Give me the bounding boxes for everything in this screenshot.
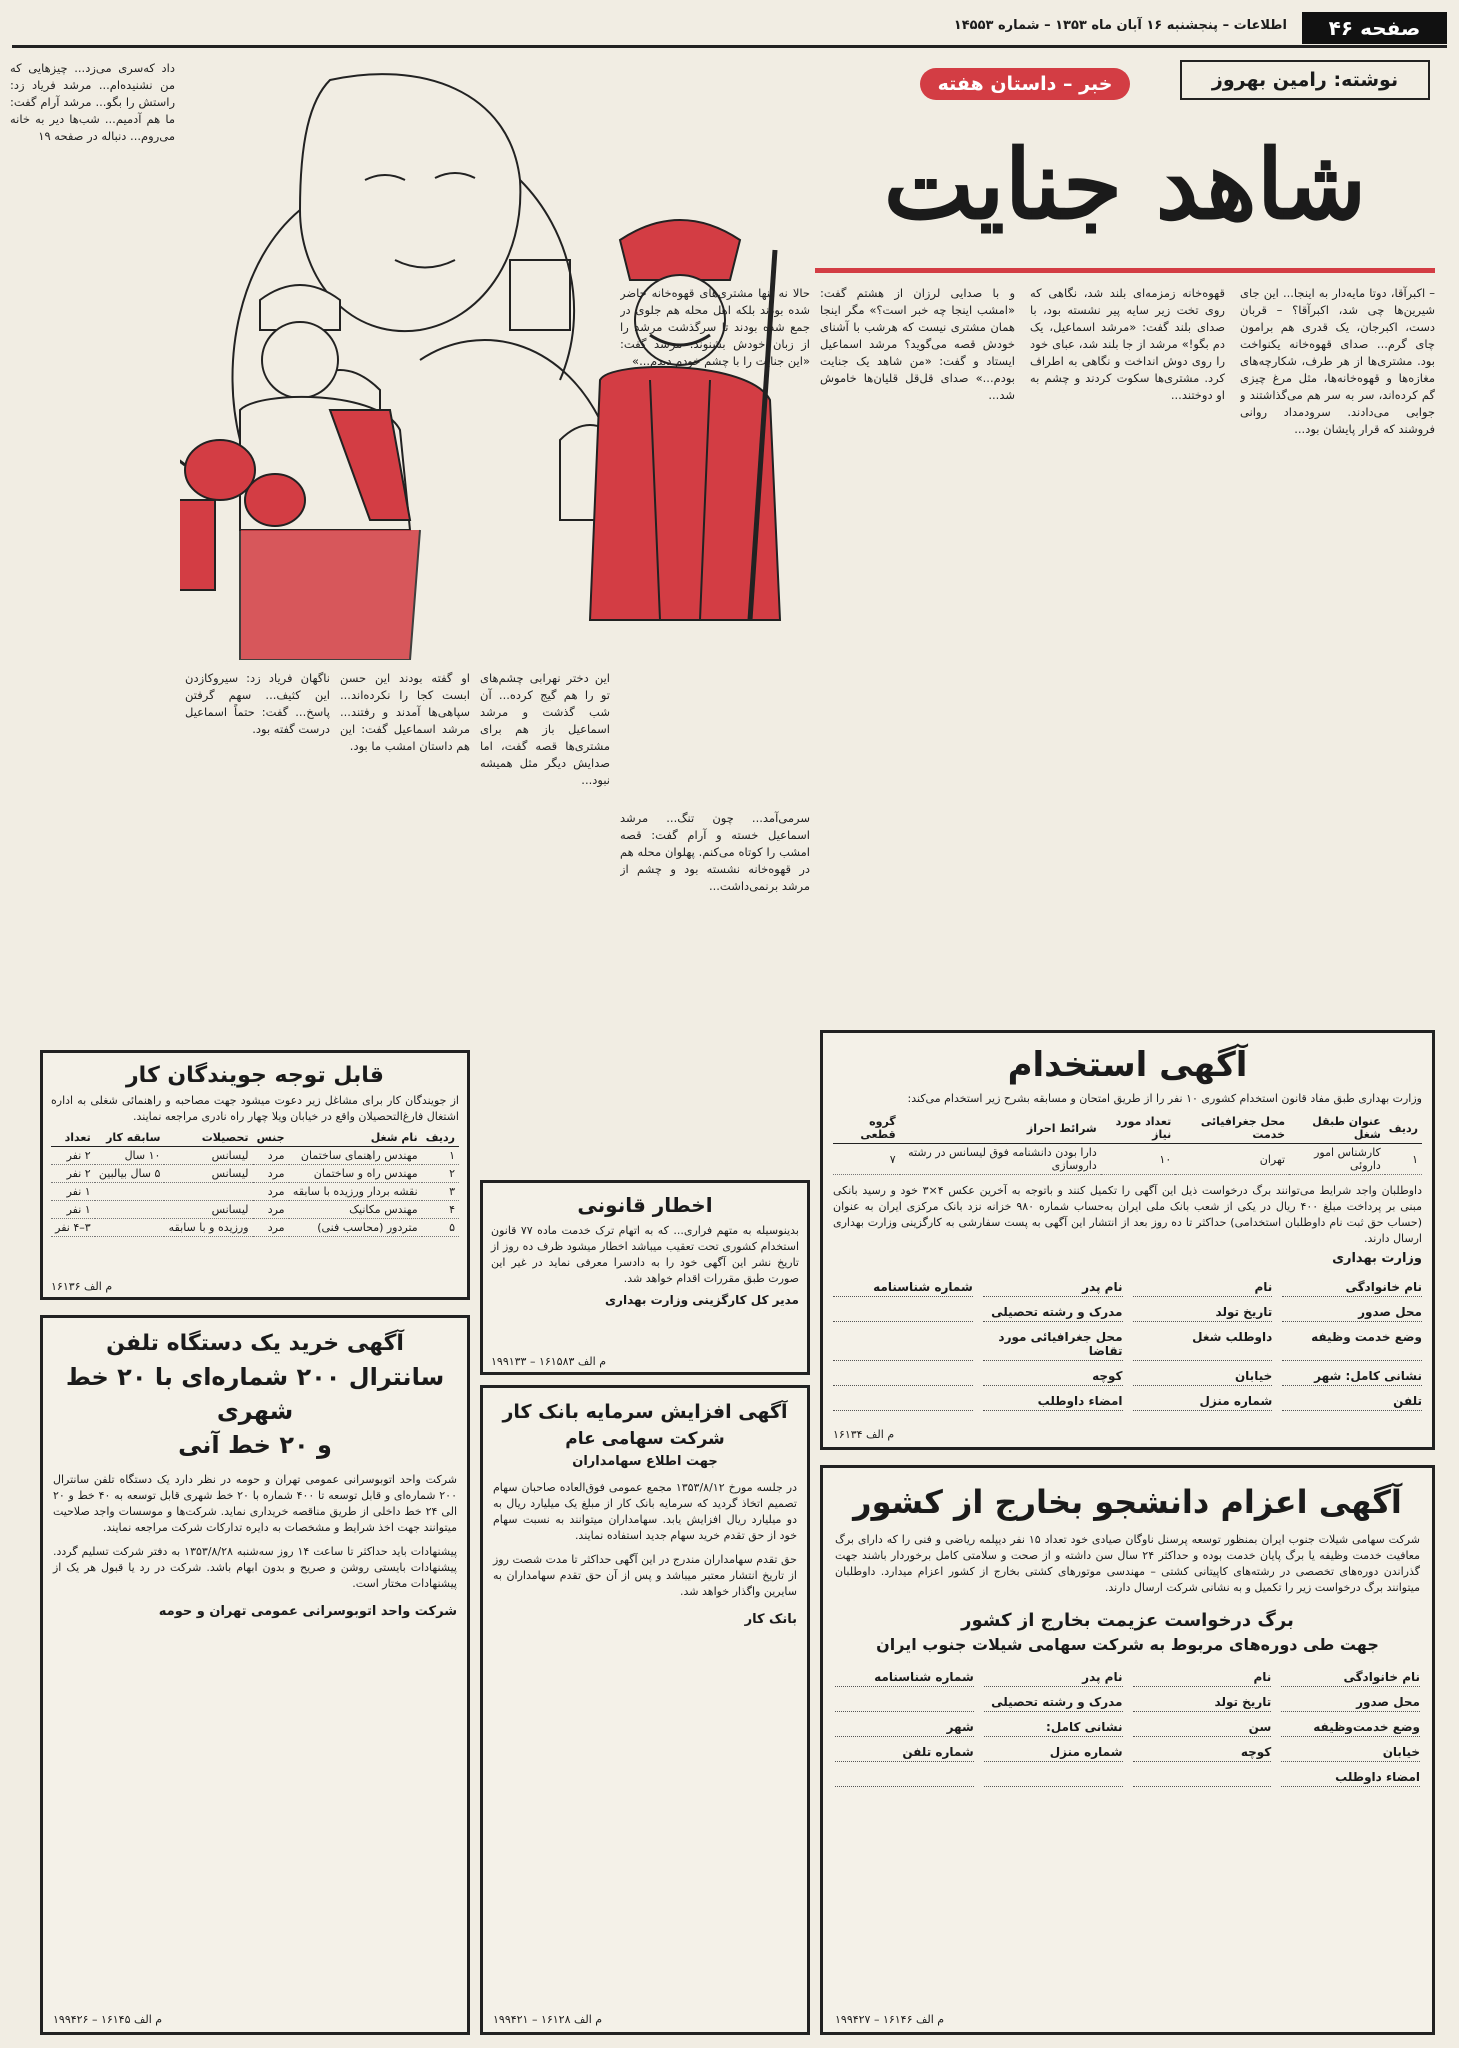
form-field-label: سن xyxy=(1133,1720,1272,1737)
table-cell: ۲ نفر xyxy=(51,1165,95,1183)
table-cell: ۱ xyxy=(1385,1144,1422,1175)
students-form-sub: جهت طی دوره‌های مربوط به شرکت سهامی شیلات جنوب ایران xyxy=(876,1635,1379,1654)
table-cell: مرد xyxy=(253,1201,289,1219)
form-field-label: وضع خدمت وظیفه xyxy=(1282,1330,1422,1361)
woman-face-icon xyxy=(300,74,520,331)
table-cell: مهندس راهنمای ساختمان xyxy=(289,1147,422,1165)
form-field-label xyxy=(984,1770,1123,1787)
story-text: سرمی‌آمد... چون تنگ... مرشد اسماعیل خسته و آرام گفت: قصه امشب را کوتاه می‌کنم. پهلوان محله هم در قهوه‌خانه نشسته بود و چشم از مرشد برنمی‌داشت... xyxy=(620,811,810,893)
table-cell: ۱ نفر xyxy=(51,1183,95,1201)
table-row xyxy=(833,1144,1422,1175)
form-field-label: خیابان xyxy=(1281,1745,1420,1762)
story-lower-column-1 xyxy=(620,810,810,1020)
form-field-label: نام خانوادگی xyxy=(1281,1670,1420,1687)
page-label-box xyxy=(1302,12,1447,44)
hiring-table xyxy=(833,1113,1422,1175)
form-field-label: نام خانوادگی xyxy=(1282,1280,1422,1297)
story-text: – اکبرآقا، دوتا مایه‌دار به اینجا... این جای شیرین‌ها چی شد، اکبرآقا؟ – قربان دست، اکبرجان، یک قدری هم برامون چای گرم... صدای قهوه‌خانه یکنواخت بود. مشتری‌ها از هر طرف، شکارچه‌های مغازه‌ها و قهوه‌خانه‌ها، مثل مرغ چیزی گم کرده‌اند، سر به سر هم می‌گذاشتند و جوابی می‌دادند. سرودمداد روانی فروشند که قرار پایشان بود... xyxy=(1240,286,1435,436)
table-row xyxy=(51,1165,459,1183)
table-cell: ۵ xyxy=(422,1219,459,1237)
table-header-cell: جنس xyxy=(253,1129,289,1147)
table-cell: ۵ سال بیالبین xyxy=(95,1165,165,1183)
table-header-cell: گروه قطعی xyxy=(833,1113,900,1144)
samovar-icon xyxy=(180,500,215,590)
form-field-label: شماره شناسنامه xyxy=(835,1670,974,1687)
table-cell: ۳ xyxy=(422,1183,459,1201)
legal-signature: مدیر کل کارگزینی وزارت بهداری xyxy=(605,1293,799,1307)
table-cell xyxy=(95,1219,165,1237)
table-cell: ۲ xyxy=(422,1165,459,1183)
table-cell: تهران xyxy=(1175,1144,1289,1175)
table-cell: مهندس مکانیک xyxy=(289,1201,422,1219)
jobseekers-code: م الف ۱۶۱۳۶ xyxy=(51,1280,113,1293)
story-side-column xyxy=(10,60,175,1045)
form-field-label: نام پدر xyxy=(983,1280,1123,1297)
title-rule xyxy=(815,268,1435,273)
table-row xyxy=(51,1183,459,1201)
phone-title-3: و ۲۰ خط آنی xyxy=(178,1431,332,1459)
jobseekers-title: قابل توجه جویندگان کار xyxy=(126,1063,384,1088)
table-cell xyxy=(95,1201,165,1219)
story-column-4 xyxy=(620,285,810,805)
form-field-label: تاریخ تولد xyxy=(1133,1695,1272,1712)
table-header-cell: عنوان طبقل شغل xyxy=(1289,1113,1385,1144)
table-cell: ۱ نفر xyxy=(51,1201,95,1219)
table-cell: مرد xyxy=(253,1165,289,1183)
table-cell: مرد xyxy=(253,1183,289,1201)
table-cell: ۲ نفر xyxy=(51,1147,95,1165)
capital-ad xyxy=(480,1385,810,2035)
jobseekers-table xyxy=(51,1129,459,1237)
story-text: ناگهان فریاد زد: سیروکازدن این کثیف... سهم گرفتن پاسخ... گفت: حتماً اسماعیل درست گفته بود. xyxy=(185,671,330,736)
form-field-label: نشانی کامل: شهر xyxy=(1282,1369,1422,1386)
table-cell: کارشناس امور داروئی xyxy=(1289,1144,1385,1175)
phone-ad xyxy=(40,1315,470,2035)
story-lower-column-4 xyxy=(185,670,330,1050)
hiring-body: داوطلبان واجد شرایط می‌توانند برگ درخواست ذیل این آگهی را تکمیل کنند و باتوجه به آخرین عکس ۴×۳ خود و رسید بانکی مبنی بر پرداخت مبلغ ۴۰۰ ریال در یکی از شعب بانک ملی ایران به‌حساب شماره ۹۸۰ خزانه نزد بانک مرکزی ایران به عنوان (حساب حق ثبت نام داوطلبان استخدامی) حداکثر تا ده روز بعد از انتشار این آگهی به پست سفارشی به کارگزینی وزارت بهداری ارسال دارند. xyxy=(833,1184,1422,1245)
students-ad xyxy=(820,1465,1435,2035)
form-field-label xyxy=(833,1369,973,1386)
story-author: نوشته: رامین بهروز xyxy=(1180,60,1430,100)
form-field-label: داوطلب شغل xyxy=(1133,1330,1273,1361)
jobseekers-body: از جویندگان کار برای مشاغل زیر دعوت میشود جهت مصاحبه و راهنمائی شغلی به اداره اشتغال فارغ‌التحصیلان واقع در خیابان ویلا چهار راه نادری مراجعه نمایند. xyxy=(51,1094,459,1123)
students-code: م الف ۱۶۱۴۶ – ۱۹۹۴۲۷ xyxy=(835,2013,945,2026)
story-text: او گفته بودند این حسن ابست کجا را نکرده‌اند... سپاهی‌ها آمدند و رفتند... مرشد اسماعیل گفت: این هم داستان امشب ما بود. xyxy=(340,671,470,753)
phone-title-1: آگهی خرید یک دستگاه تلفن xyxy=(106,1331,404,1356)
form-field-label xyxy=(1133,1770,1272,1787)
form-field-label: محل جغرافیائی مورد تقاضا xyxy=(983,1330,1123,1361)
masthead-info: اطلاعات – پنجشنبه ۱۶ آبان ماه ۱۳۵۳ – شماره ۱۴۵۵۳ xyxy=(953,18,1287,33)
table-cell: مهندس راه و ساختمان xyxy=(289,1165,422,1183)
story-lower-column-2 xyxy=(480,670,610,1170)
legal-title: اخطار قانونی xyxy=(577,1193,713,1217)
table-header-cell: ردیف xyxy=(1385,1113,1422,1144)
masthead xyxy=(12,8,1447,48)
hiring-form xyxy=(833,1280,1422,1411)
hiring-intro: وزارت بهداری طبق مفاد قانون استخدام کشوری ۱۰ نفر را از طریق امتحان و مسابقه بشرح زیر استخدام می‌کند: xyxy=(907,1092,1422,1105)
story-column-2 xyxy=(1030,285,1225,1020)
table-cell: مرد xyxy=(253,1147,289,1165)
table-header-cell: محل جغرافیائی خدمت xyxy=(1175,1113,1289,1144)
table-header-cell: شرائط احراز xyxy=(900,1113,1101,1144)
table-row xyxy=(51,1219,459,1237)
table-cell: ۷ xyxy=(833,1144,900,1175)
story-title: شاهد جنایت xyxy=(883,128,1367,241)
form-field-label: کوچه xyxy=(1133,1745,1272,1762)
form-field-label xyxy=(833,1330,973,1361)
students-body: شرکت سهامی شیلات جنوب ایران بمنظور توسعه پرسنل ناوگان صیادی خود تعداد ۱۵ نفر دیپلمه ریاضی و فنی را که دارای برگ معافیت خدمت وظیفه یا برگ پایان خدمت بوده و حداکثر ۲۴ سال سن داشته و از صحت و سلامتی کامل برخوردار باشند جهت گذراندن دوره‌های تخصصی در رشته‌های کاپیتانی کشتی – مهندسی موتورهای کشتی بخارج از کشور اعزام میدارد. داوطلبان میتوانند برگ درخواست زیر را تکمیل و به نشانی شرکت ارسال دارند. xyxy=(835,1533,1420,1594)
table-cell: ۳–۴ نفر xyxy=(51,1219,95,1237)
phone-code: م الف ۱۶۱۴۵ – ۱۹۹۴۲۶ xyxy=(53,2013,163,2026)
table-header-cell: تحصیلات xyxy=(164,1129,252,1147)
form-field-label: شهر xyxy=(835,1720,974,1737)
table-header-cell: ردیف xyxy=(422,1129,459,1147)
story-column-3 xyxy=(820,285,1015,1020)
hiring-signature: وزارت بهداری xyxy=(1332,1251,1422,1266)
capital-body-2: حق تقدم سهامداران مندرج در این آگهی حداکثر تا مدت شصت روز از تاریخ انتشار معتبر میباشد و پس از آن حق تقدم سهامداران به سایرین واگذار خواهد شد. xyxy=(493,1553,797,1598)
legal-ad xyxy=(480,1180,810,1375)
table-cell: ورزیده و با سابقه xyxy=(164,1219,252,1237)
table-cell: نقشه بردار ورزیده با سابقه xyxy=(289,1183,422,1201)
table-cell: ۴ xyxy=(422,1201,459,1219)
table-cell: لیسانس xyxy=(164,1147,252,1165)
story-text: داد که‌سری می‌زد... چیزهایی که من نشنیده‌ام... مرشد فریاد زد: راستش را بگو... مرشد آرام گفت: ما هم آدمیم... شب‌ها دیر به خانه می‌روم... دنباله در صفحه ۱۹ xyxy=(10,61,175,143)
phone-title-2: سانترال ۲۰۰ شماره‌ای با ۲۰ خط شهری xyxy=(65,1363,445,1425)
phone-signature: شرکت واحد اتوبوسرانی عمومی تهران و حومه xyxy=(158,1604,457,1619)
form-field-label: تاریخ تولد xyxy=(1133,1305,1273,1322)
capital-subtitle: شرکت سهامی عام xyxy=(565,1429,725,1449)
form-field-label: محل صدور xyxy=(1282,1305,1422,1322)
table-cell: ۱ xyxy=(422,1147,459,1165)
legal-body: بدینوسیله به متهم فراری... که به اتهام ترک خدمت ماده ۷۷ قانون استخدام کشوری تحت تعقیب میباشد اخطار میشود ظرف ده روز از تاریخ نشر این آگهی خود را به دادسرا معرفی نماید در غیر این صورت طبق مقررات اقدام خواهد شد. xyxy=(491,1224,799,1285)
form-field-label: نام xyxy=(1133,1670,1272,1687)
capital-code: م الف ۱۶۱۲۸ – ۱۹۹۴۲۱ xyxy=(493,2013,603,2026)
jobseekers-ad xyxy=(40,1050,470,1300)
form-field-label: مدرک و رشته تحصیلی xyxy=(984,1695,1123,1712)
form-field-label: امضاء داوطلب xyxy=(1281,1770,1420,1787)
hiring-title: آگهی استخدام xyxy=(1007,1045,1248,1085)
form-field-label: شماره منزل xyxy=(1133,1394,1273,1411)
form-field-label: شماره تلفن xyxy=(835,1745,974,1762)
table-header-row xyxy=(833,1113,1422,1144)
story-text: این دختر نهرابی چشم‌های تو را هم گیج کرده... آن شب گذشت و مرشد اسماعیل باز هم برای مشتری‌ها قصه گفت، اما صدایش دیگر مثل همیشه نبود... xyxy=(480,671,610,787)
form-field-label: محل صدور xyxy=(1281,1695,1420,1712)
phone-body: شرکت واحد اتوبوسرانی عمومی تهران و حومه در نظر دارد یک دستگاه تلفن سانترال ۲۰۰ شماره‌ای و قابل توسعه تا ۴۰۰ شماره با ۲۰ خط شهری قابل توسعه به ۴۰ خط و ۲۰ الی ۲۴ خط داخلی از طریق مناقصه خریداری نماید. شرکت‌ها و موسسات واجد صلاحیت میتوانند جهت اخذ شرایط و مشخصات به دایره تدارکات شرکت مراجعه نمایند. xyxy=(53,1473,458,1534)
form-field-label xyxy=(833,1394,973,1411)
capital-body: در جلسه مورخ ۱۳۵۳/۸/۱۲ مجمع عمومی فوق‌العاده صاحبان سهام تصمیم اتخاذ گردید که سرمایه بانک کار از مبلغ یک میلیارد ریال به دو میلیارد ریال افزایش یابد. سهامداران میتوانند به نسبت سهام خود از حق تقدم خرید سهام جدید استفاده نمایند. xyxy=(493,1481,797,1542)
phone-body-2: پیشنهادات باید حداکثر تا ساعت ۱۴ روز سه‌شنبه ۱۳۵۳/۸/۲۸ به دفتر شرکت تسلیم گردد. پیشنهادات بایستی روشن و صریح و بدون ابهام باشد. شرکت در رد یا قبول هر یک از پیشنهادات مختار است. xyxy=(53,1545,458,1590)
hiring-code: م الف ۱۶۱۳۴ xyxy=(833,1428,895,1441)
form-field-label xyxy=(835,1770,974,1787)
story-lower-column-3 xyxy=(340,670,470,1050)
form-field-label: شماره شناسنامه xyxy=(833,1280,973,1297)
form-field-label xyxy=(835,1695,974,1712)
form-field-label: کوچه xyxy=(983,1369,1123,1386)
table-row xyxy=(51,1147,459,1165)
legal-code: م الف ۱۶۱۵۸۳ – ۱۹۹۱۳۳ xyxy=(491,1355,607,1368)
table-cell: مرد xyxy=(253,1219,289,1237)
table-cell xyxy=(95,1183,165,1201)
students-title: آگهی اعزام دانشجو بخارج از کشور xyxy=(853,1483,1402,1521)
table-cell: لیسانس xyxy=(164,1165,252,1183)
table-cell: ۱۰ xyxy=(1101,1144,1175,1175)
table-cell: متردور (محاسب فنی) xyxy=(289,1219,422,1237)
page-number: ۴۶ xyxy=(1328,16,1354,40)
story-text: حالا نه تنها مشتری‌های قهوه‌خانه حاضر شده بودند بلکه اهل محله هم جلوی در جمع شده بودند تا سرگذشت مرشد را از زبان خودش بشنوند. مرشد گفت: «این جنایت را با چشم خودم دیدم...» xyxy=(620,286,810,368)
section-tag: خبر – داستان هفته xyxy=(920,68,1130,100)
story-text: قهوه‌خانه زمزمه‌ای بلند شد، نگاهی که روی تخت زیر سایه پیر نشسته بود، با صدای بلند گفت: «مرشد اسماعیل، یک دم بگو!» مرشد از جا بلند شد، عبای خود را روی دوش انداخت و نگاهی به اطراف کرد. مشتری‌ها سکوت کردند و چشم به او دوختند... xyxy=(1030,286,1225,402)
form-field-label: مدرک و رشته تحصیلی xyxy=(983,1305,1123,1322)
table-row xyxy=(51,1201,459,1219)
form-field-label xyxy=(833,1305,973,1322)
students-form-title: برگ درخواست عزیمت بخارج از کشور xyxy=(961,1610,1294,1631)
form-field-label: تلفن xyxy=(1282,1394,1422,1411)
capital-title: آگهی افزایش سرمایه بانک کار xyxy=(502,1401,788,1423)
form-field-label: نشانی کامل: xyxy=(984,1720,1123,1737)
story-text: و با صدایی لرزان از هشتم گفت: «امشب اینجا چه خبر است؟» مگر اینجا همان مشتری نیست که هرشب با آشنای خودش قصه می‌گوید؟ مرشد اسماعیل ایستاد و گفت: «من شاهد یک جنایت بودم...» صدای قل‌قل قلیان‌ها خاموش شد... xyxy=(820,286,1015,402)
table-header-cell: سابقه کار xyxy=(95,1129,165,1147)
hiring-ad xyxy=(820,1030,1435,1450)
table-header-cell: تعداد xyxy=(51,1129,95,1147)
table-cell: ۱۰ سال xyxy=(95,1147,165,1165)
page-label: صفحه xyxy=(1360,16,1421,40)
form-field-label: وضع خدمت‌وظیفه xyxy=(1281,1720,1420,1737)
table-cell xyxy=(164,1183,252,1201)
table-cell: دارا بودن دانشنامه فوق لیسانس در رشته داروسازی xyxy=(900,1144,1101,1175)
story-column-1 xyxy=(1240,285,1435,1020)
form-field-label: شماره منزل xyxy=(984,1745,1123,1762)
form-field-label: نام پدر xyxy=(984,1670,1123,1687)
capital-sub2: جهت اطلاع سهامداران xyxy=(572,1454,718,1469)
form-field-label: امضاء داوطلب xyxy=(983,1394,1123,1411)
table-header-cell: تعداد مورد نیاز xyxy=(1101,1113,1175,1144)
table-header-cell: نام شغل xyxy=(289,1129,422,1147)
students-form xyxy=(835,1670,1420,1787)
form-field-label: خیابان xyxy=(1133,1369,1273,1386)
capital-signature: بانک کار xyxy=(744,1612,797,1627)
table-cell: لیسانس xyxy=(164,1201,252,1219)
form-field-label: نام xyxy=(1133,1280,1273,1297)
